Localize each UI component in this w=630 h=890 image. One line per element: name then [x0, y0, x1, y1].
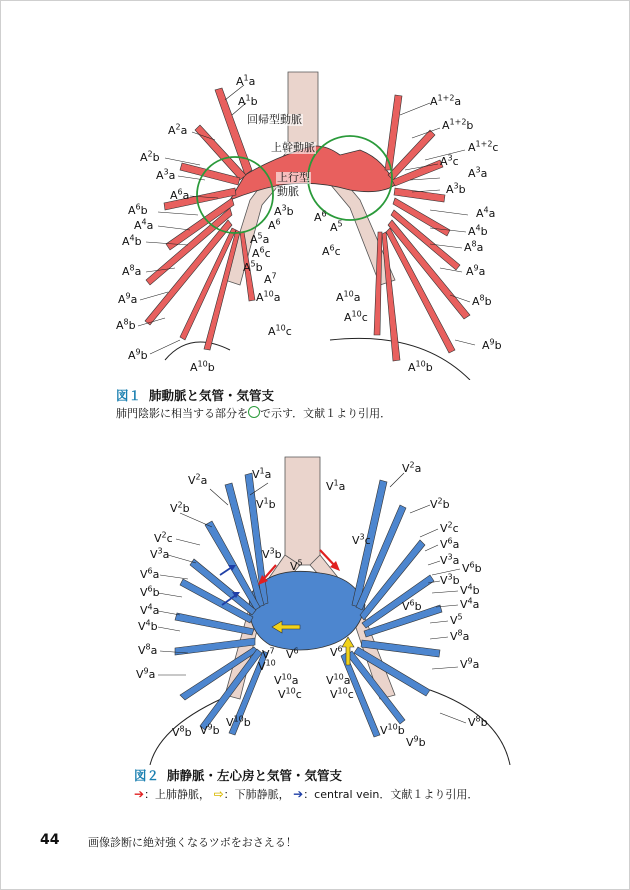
- label-left-V1a: $V^1a$: [326, 478, 346, 493]
- figure-1-caption-text: 肺門陰影に相当する部分を で示す．文献１より引用．: [116, 407, 392, 420]
- label-left-V8b: $V^8b$: [468, 714, 488, 729]
- label-left-V9a: $V^9a$: [460, 656, 480, 671]
- label-left-A8b: $A^8b$: [472, 293, 492, 308]
- label-left-V3c: $V^3c$: [352, 532, 371, 547]
- label-left-A8a: $A^8a$: [464, 239, 484, 254]
- label-V1b: $V^1b$: [256, 496, 276, 511]
- label-left-V3a: $V^3a$: [440, 552, 460, 567]
- label-A3a: $A^3a$: [156, 167, 176, 182]
- label-V1a: $V^1a$: [252, 466, 272, 481]
- label-left-A12b: $A^{1+2}b$: [442, 117, 474, 132]
- label-V6: $V^6$: [286, 646, 299, 661]
- figure-2-legend: ➔：上肺静脈， ⇨：下肺静脈， ➔：central vein．文献１より引用．: [134, 787, 479, 801]
- label-left-V8a: $V^8a$: [450, 628, 470, 643]
- label-A4a: $A^4a$: [134, 217, 154, 232]
- label-V10a: $V^{10}a$: [274, 672, 299, 687]
- label-A7: $A^7$: [264, 271, 277, 286]
- label-V3b: $V^3b$: [262, 546, 282, 561]
- label-left-A6: $A^6$: [314, 209, 327, 224]
- label-V2a: $V^2a$: [188, 472, 208, 487]
- label-A6a: $A^6a$: [170, 187, 190, 202]
- label-A5b: $A^5b$: [243, 259, 263, 274]
- label-left-A3a: $A^3a$: [468, 165, 488, 180]
- label-V10b: $V^{10}b$: [226, 714, 251, 729]
- label-left-V6b-top: $V^6b$: [462, 560, 482, 575]
- label-truncus-superior: 上幹動脈: [271, 141, 315, 154]
- label-V2b: $V^2b$: [170, 500, 190, 515]
- label-A10a: $A^{10}a$: [256, 289, 281, 304]
- label-left-V5: $V^5$: [450, 612, 463, 627]
- label-recurrent-artery: 回帰型動脈: [247, 113, 302, 126]
- label-left-A4a: $A^4a$: [476, 205, 496, 220]
- label-A10b: $A^{10}b$: [190, 359, 215, 374]
- label-left-V2c: $V^2c$: [440, 520, 459, 535]
- page-number: 44: [40, 832, 60, 848]
- label-left-V10b: $V^{10}b$: [380, 722, 405, 737]
- label-V4a: $V^4a$: [140, 602, 160, 617]
- label-left-A3c: $A^3c$: [440, 153, 459, 168]
- label-V2c: $V^2c$: [154, 530, 173, 545]
- label-left-A5: $A^5$: [330, 219, 343, 234]
- label-left-V3b: $V^3b$: [440, 572, 460, 587]
- label-A9a: $A^9a$: [118, 291, 138, 306]
- label-A3b: $A^3b$: [274, 203, 294, 218]
- label-left-V4a: $V^4a$: [460, 596, 480, 611]
- label-ascending-artery-1: 上行型: [277, 171, 310, 184]
- label-V6b: $V^6b$: [140, 584, 160, 599]
- label-left-V2b: $V^2b$: [430, 496, 450, 511]
- label-V9b: $V^9b$: [200, 722, 220, 737]
- figure-1-pulmonary-artery: [0, 0, 630, 380]
- label-V5: $V^5$: [290, 558, 303, 573]
- figure-1-illustration: [0, 0, 630, 380]
- running-title: 画像診断に絶対強くなるツボをおさえる！: [88, 836, 297, 849]
- yellow-arrow-icon: ⇨: [213, 787, 224, 801]
- label-left-A9b: $A^9b$: [482, 337, 502, 352]
- left-lung-arteries: [374, 95, 470, 361]
- label-left-A10b: $A^{10}b$: [408, 359, 433, 374]
- label-A9b: $A^9b$: [128, 347, 148, 362]
- label-V10c: $V^{10}c$: [278, 686, 302, 701]
- label-A6: $A^6$: [268, 217, 281, 232]
- figure-2-caption-title: 図２ 肺静脈・左心房と気管・気管支: [134, 768, 343, 783]
- label-left-A4b: $A^4b$: [468, 223, 488, 238]
- label-ascending-artery-2: 動脈: [277, 185, 299, 198]
- label-left-A12c: $A^{1+2}c$: [468, 139, 499, 154]
- label-V9a: $V^9a$: [136, 666, 156, 681]
- label-left-V10a: $V^{10}a$: [326, 672, 351, 687]
- label-left-V6a: $V^6a$: [440, 536, 460, 551]
- label-A2a: $A^2a$: [168, 122, 188, 137]
- label-left-A12a: $A^{1+2}a$: [430, 93, 462, 108]
- label-left-V4b: $V^4b$: [460, 582, 480, 597]
- label-A5a: $A^5a$: [250, 231, 270, 246]
- label-left-A6c: $A^6c$: [322, 243, 341, 258]
- label-left-A3b: $A^3b$: [446, 181, 466, 196]
- label-V10: $V^{10}$: [258, 658, 276, 673]
- label-left-V6: $V^6$: [330, 644, 343, 659]
- green-circle-icon: [248, 406, 260, 418]
- label-A4b: $A^4b$: [122, 233, 142, 248]
- label-V6a: $V^6a$: [140, 566, 160, 581]
- figure-1-caption-title: 図１ 肺動脈と気管・気管支: [116, 388, 275, 403]
- label-V8b: $V^8b$: [172, 724, 192, 739]
- blue-arrow-icon: ➔: [293, 787, 304, 801]
- label-left-A9a: $A^9a$: [466, 263, 486, 278]
- figure-2-pulmonary-vein: [0, 455, 630, 765]
- label-A10c: $A^{10}c$: [268, 323, 292, 338]
- label-left-V2a: $V^2a$: [402, 460, 422, 475]
- label-V7: $V^7$: [262, 646, 275, 661]
- label-A1a: $A^1a$: [236, 73, 256, 88]
- label-A8a: $A^8a$: [122, 263, 142, 278]
- label-left-V10c: $V^{10}c$: [330, 686, 354, 701]
- label-left-V6b: $V^6b$: [402, 598, 422, 613]
- label-left-V9b: $V^9b$: [406, 734, 426, 749]
- label-V8a: $V^8a$: [138, 642, 158, 657]
- right-lung-arteries: [145, 88, 255, 350]
- label-A2b: $A^2b$: [140, 149, 160, 164]
- label-V4b: $V^4b$: [138, 618, 158, 633]
- figure-2-illustration: [0, 455, 630, 765]
- label-A6b: $A^6b$: [128, 202, 148, 217]
- label-A1b: $A^1b$: [238, 93, 258, 108]
- label-left-A10a: $A^{10}a$: [336, 289, 361, 304]
- label-A8b: $A^8b$: [116, 317, 136, 332]
- label-A6c: $A^6c$: [252, 245, 271, 260]
- label-left-A10c: $A^{10}c$: [344, 309, 368, 324]
- label-V3a: $V^3a$: [150, 546, 170, 561]
- red-arrow-icon: ➔: [134, 787, 145, 801]
